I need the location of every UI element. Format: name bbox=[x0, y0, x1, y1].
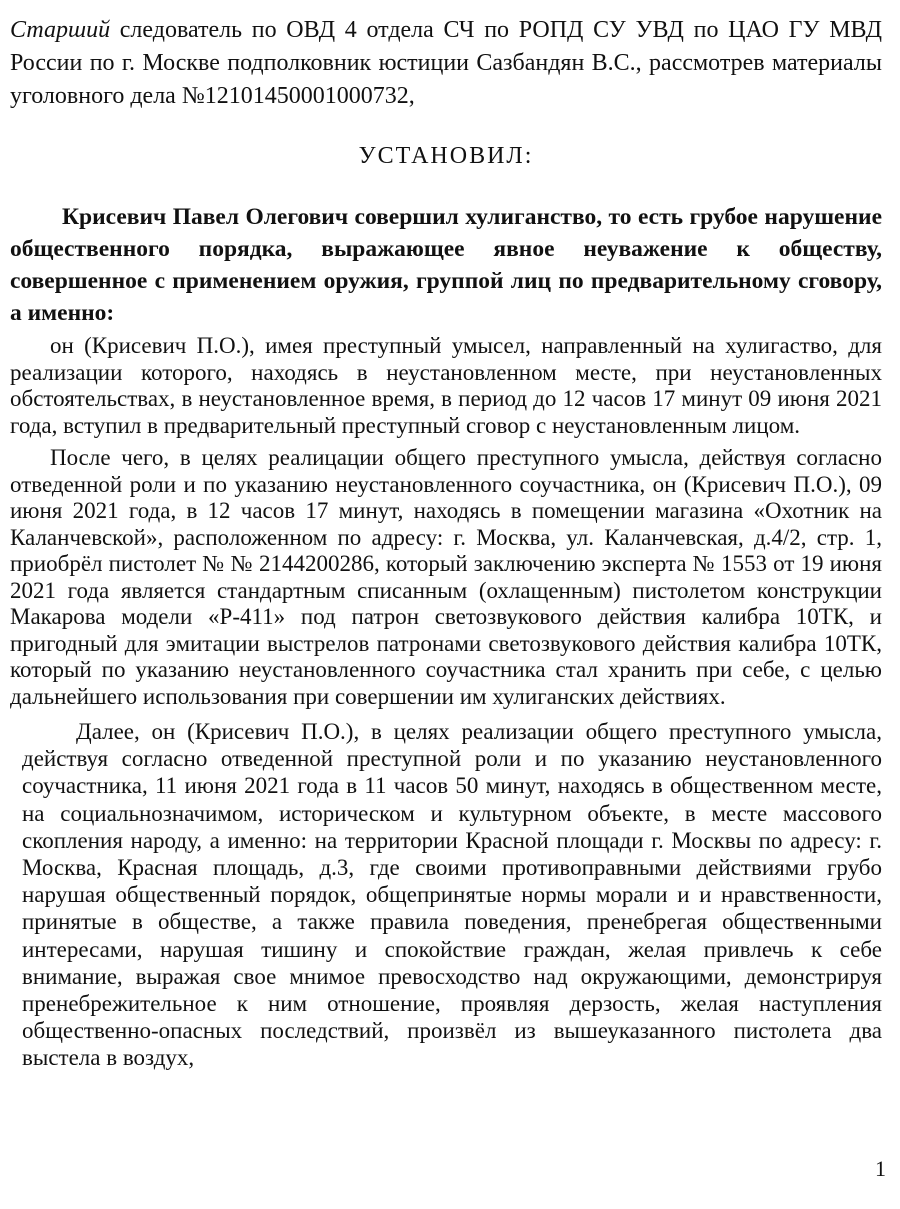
paragraph-pistol-purchase: После чего, в целях реалицации общего преступного умысла, действуя согласно отведенной роли и по указанию неустановленного соучастника, он (Крисевич П.О.), 09 июня 2021 года, в 12 часов 17 минут, находясь в помещении магазина «Охотник на Каланчевской», расположенном по адресу: г. Москва, ул. Каланчевская, д.4/2, стр. 1, приобрёл пистолет № № 2144200286, который заключению эксперта № 1553 от 19 июня 2021 года является стандартным списанным (охлащенным) пистолетом конструкции Макарова модели «Р-411» под патрон светозвукового действия калибра 10ТК, и пригодный для эмитации выстрелов патронами светозвукового действия калибра 10ТК, который по указанию неустановленного соучастника стал хранить при себе, с целью дальнейшего использования при совершении им хулиганских действиях. bbox=[10, 445, 882, 709]
document-header bbox=[10, 14, 882, 113]
header-text: следователь по ОВД 4 отдела СЧ по РОПД СУ УВД по ЦАО ГУ МВД России по г. Москве подполковник юстиции Сазбандян В.С., рассмотрев материалы уголовного дела №12101450001000732, bbox=[10, 17, 882, 109]
investigator-title: Старший bbox=[10, 17, 111, 43]
page-number: 1 bbox=[875, 1156, 886, 1181]
paragraph-conspiracy: он (Крисевич П.О.), имея преступный умысел, направленный на хулигаство, для реализации которого, находясь в неустановленном месте, при неустановленных обстоятельствах, в неустановленное время, в период до 12 часов 17 минут 09 июня 2021 года, вступил в предварительный преступный сговор с неустановленным лицом. bbox=[10, 333, 882, 438]
paragraph-red-square: Далее, он (Крисевич П.О.), в целях реализации общего преступного умысла, действуя согласно отведенной преступной роли и по указанию неустановленного соучастника, 11 июня 2021 года в 11 часов 50 минут, находясь в общественном месте, на социальнозначимом, историческом и культурном объекте, в месте массового скопления народу, а именно: на территории Красной площади г. Москвы по адресу: г. Москва, Красная площадь, д.3, где своими противоправными действиями грубо нарушая общественный порядок, общепринятые нормы морали и и нравственности, принятые в обществе, а также правила поведения, пренебрегая общественными интересами, нарушая тишину и спокойствие граждан, желая привлечь к себе внимание, выражая свое мнимое превосходство над окружающими, демонстрируя пренебрежительное к ним отношение, проявляя дерзость, желая наступления общественно-опасных последствий, произвёл из вышеуказанного пистолета два выстела в воздух, bbox=[22, 719, 882, 1071]
charge-statement: Крисевич Павел Олегович совершил хулиганство, то есть грубое нарушение общественного порядка, выражающее явное неуважение к обществу, совершенное с применением оружия, группой лиц по предварительному сговору, а именно: bbox=[10, 204, 882, 326]
section-title: УСТАНОВИЛ: bbox=[358, 143, 534, 169]
